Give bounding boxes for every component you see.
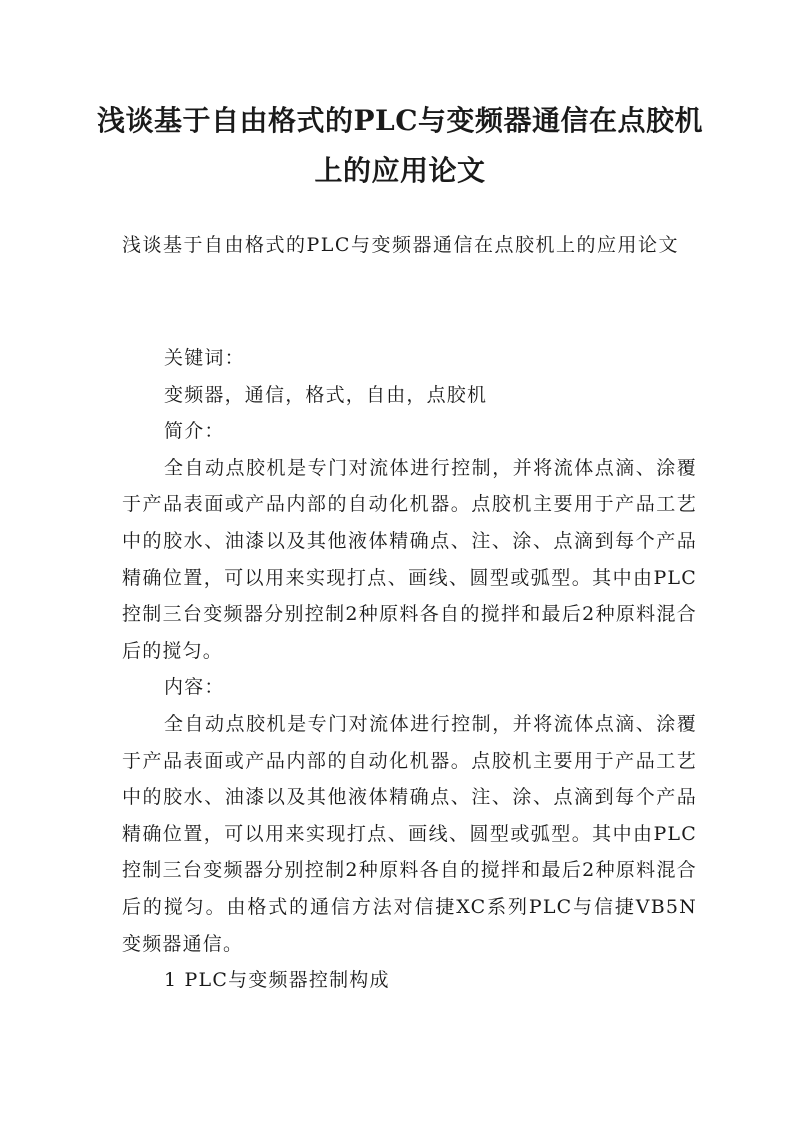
document-body xyxy=(122,340,697,999)
intro-label: 简介： xyxy=(164,420,225,443)
intro-paragraph: 全自动点胶机是专门对流体进行控制，并将流体点滴、涂覆于产品表面或产品内部的自动化机器。点胶机主要用于产品工艺中的胶水、油漆以及其他液体精确点、注、涂、点滴到每个产品精确位置，可以用来实现打点、画线、圆型或弧型。其中由PLC控制三台变频器分别控制2种原料各自的搅拌和最后2种原料混合后的搅匀。 xyxy=(122,456,697,662)
document-subtitle: 浅谈基于自由格式的PLC与变频器通信在点胶机上的应用论文 xyxy=(122,234,679,256)
keywords-label: 关键词： xyxy=(164,347,245,369)
document-title: 浅谈基于自由格式的PLC与变频器通信在点胶机上的应用论文 xyxy=(96,104,704,187)
keywords-text: 变频器，通信，格式，自由，点胶机 xyxy=(164,383,488,406)
section-heading: 1 PLC与变频器控制构成 xyxy=(164,969,390,992)
content-label: 内容： xyxy=(164,676,225,699)
content-paragraph: 全自动点胶机是专门对流体进行控制，并将流体点滴、涂覆于产品表面或产品内部的自动化机器。点胶机主要用于产品工艺中的胶水、油漆以及其他液体精确点、注、涂、点滴到每个产品精确位置，可以用来实现打点、画线、圆型或弧型。其中由PLC控制三台变频器分别控制2种原料各自的搅拌和最后2种原料混合后的搅匀。由格式的通信方法对信捷XC系列PLC与信捷VB5N变频器通信。 xyxy=(122,712,697,955)
